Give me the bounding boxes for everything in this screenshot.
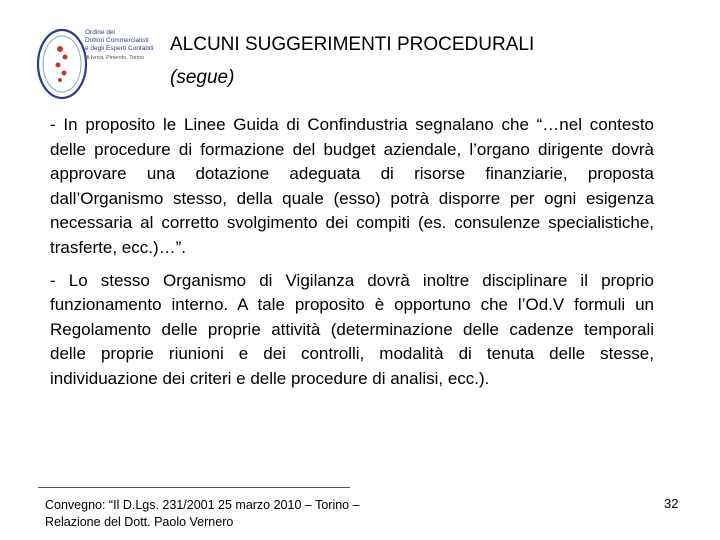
logo-emblem-icon	[30, 24, 90, 104]
footer-caption	[45, 497, 360, 531]
logo-line: Ordine dei	[85, 29, 115, 36]
slide-body	[50, 113, 654, 400]
logo-text	[85, 29, 170, 62]
logo	[30, 24, 160, 104]
logo-line: di Ivrea, Pinerolo, Torino	[85, 55, 145, 61]
body-paragraph: - In proposito le Linee Guida di Confindustria segnalano che “…nel contesto delle procedure di formazione del budget aziendale, l’organo dirigente dovrà approvare una dotazione adeguata di risorse finanziarie, proposta dall’Organismo stesso, della quale (esso) potrà disporre per ogni esigenza necessaria al corretto svolgimento dei compiti (es. consulenze specialistiche, trasferte, ecc.)…”.	[50, 115, 654, 257]
body-paragraph: - Lo stesso Organismo di Vigilanza dovrà inoltre disciplinare il proprio funzionamento interno. A tale proposito è opportuno che l’Od.V formuli un Regolamento delle proprie attività (determinazione delle cadenze temporali delle proprie riunioni e dei controlli, modalità di tenuta delle stesse, individuazione dei criteri e delle procedure di analisi, ecc.).	[50, 270, 654, 388]
footer-line: Convegno: “Il D.Lgs. 231/2001 25 marzo 2010 – Torino –	[45, 498, 360, 512]
slide-subtitle: (segue)	[170, 67, 235, 88]
page-number: 32	[664, 496, 679, 511]
slide-title: ALCUNI SUGGERIMENTI PROCEDURALI	[170, 34, 535, 55]
logo-line: Dottori Commercialisti	[85, 37, 149, 44]
footer-line: Relazione del Dott. Paolo Vernero	[45, 515, 234, 529]
footer-divider	[38, 487, 350, 488]
logo-line: e degli Esperti Contabili	[85, 45, 154, 52]
